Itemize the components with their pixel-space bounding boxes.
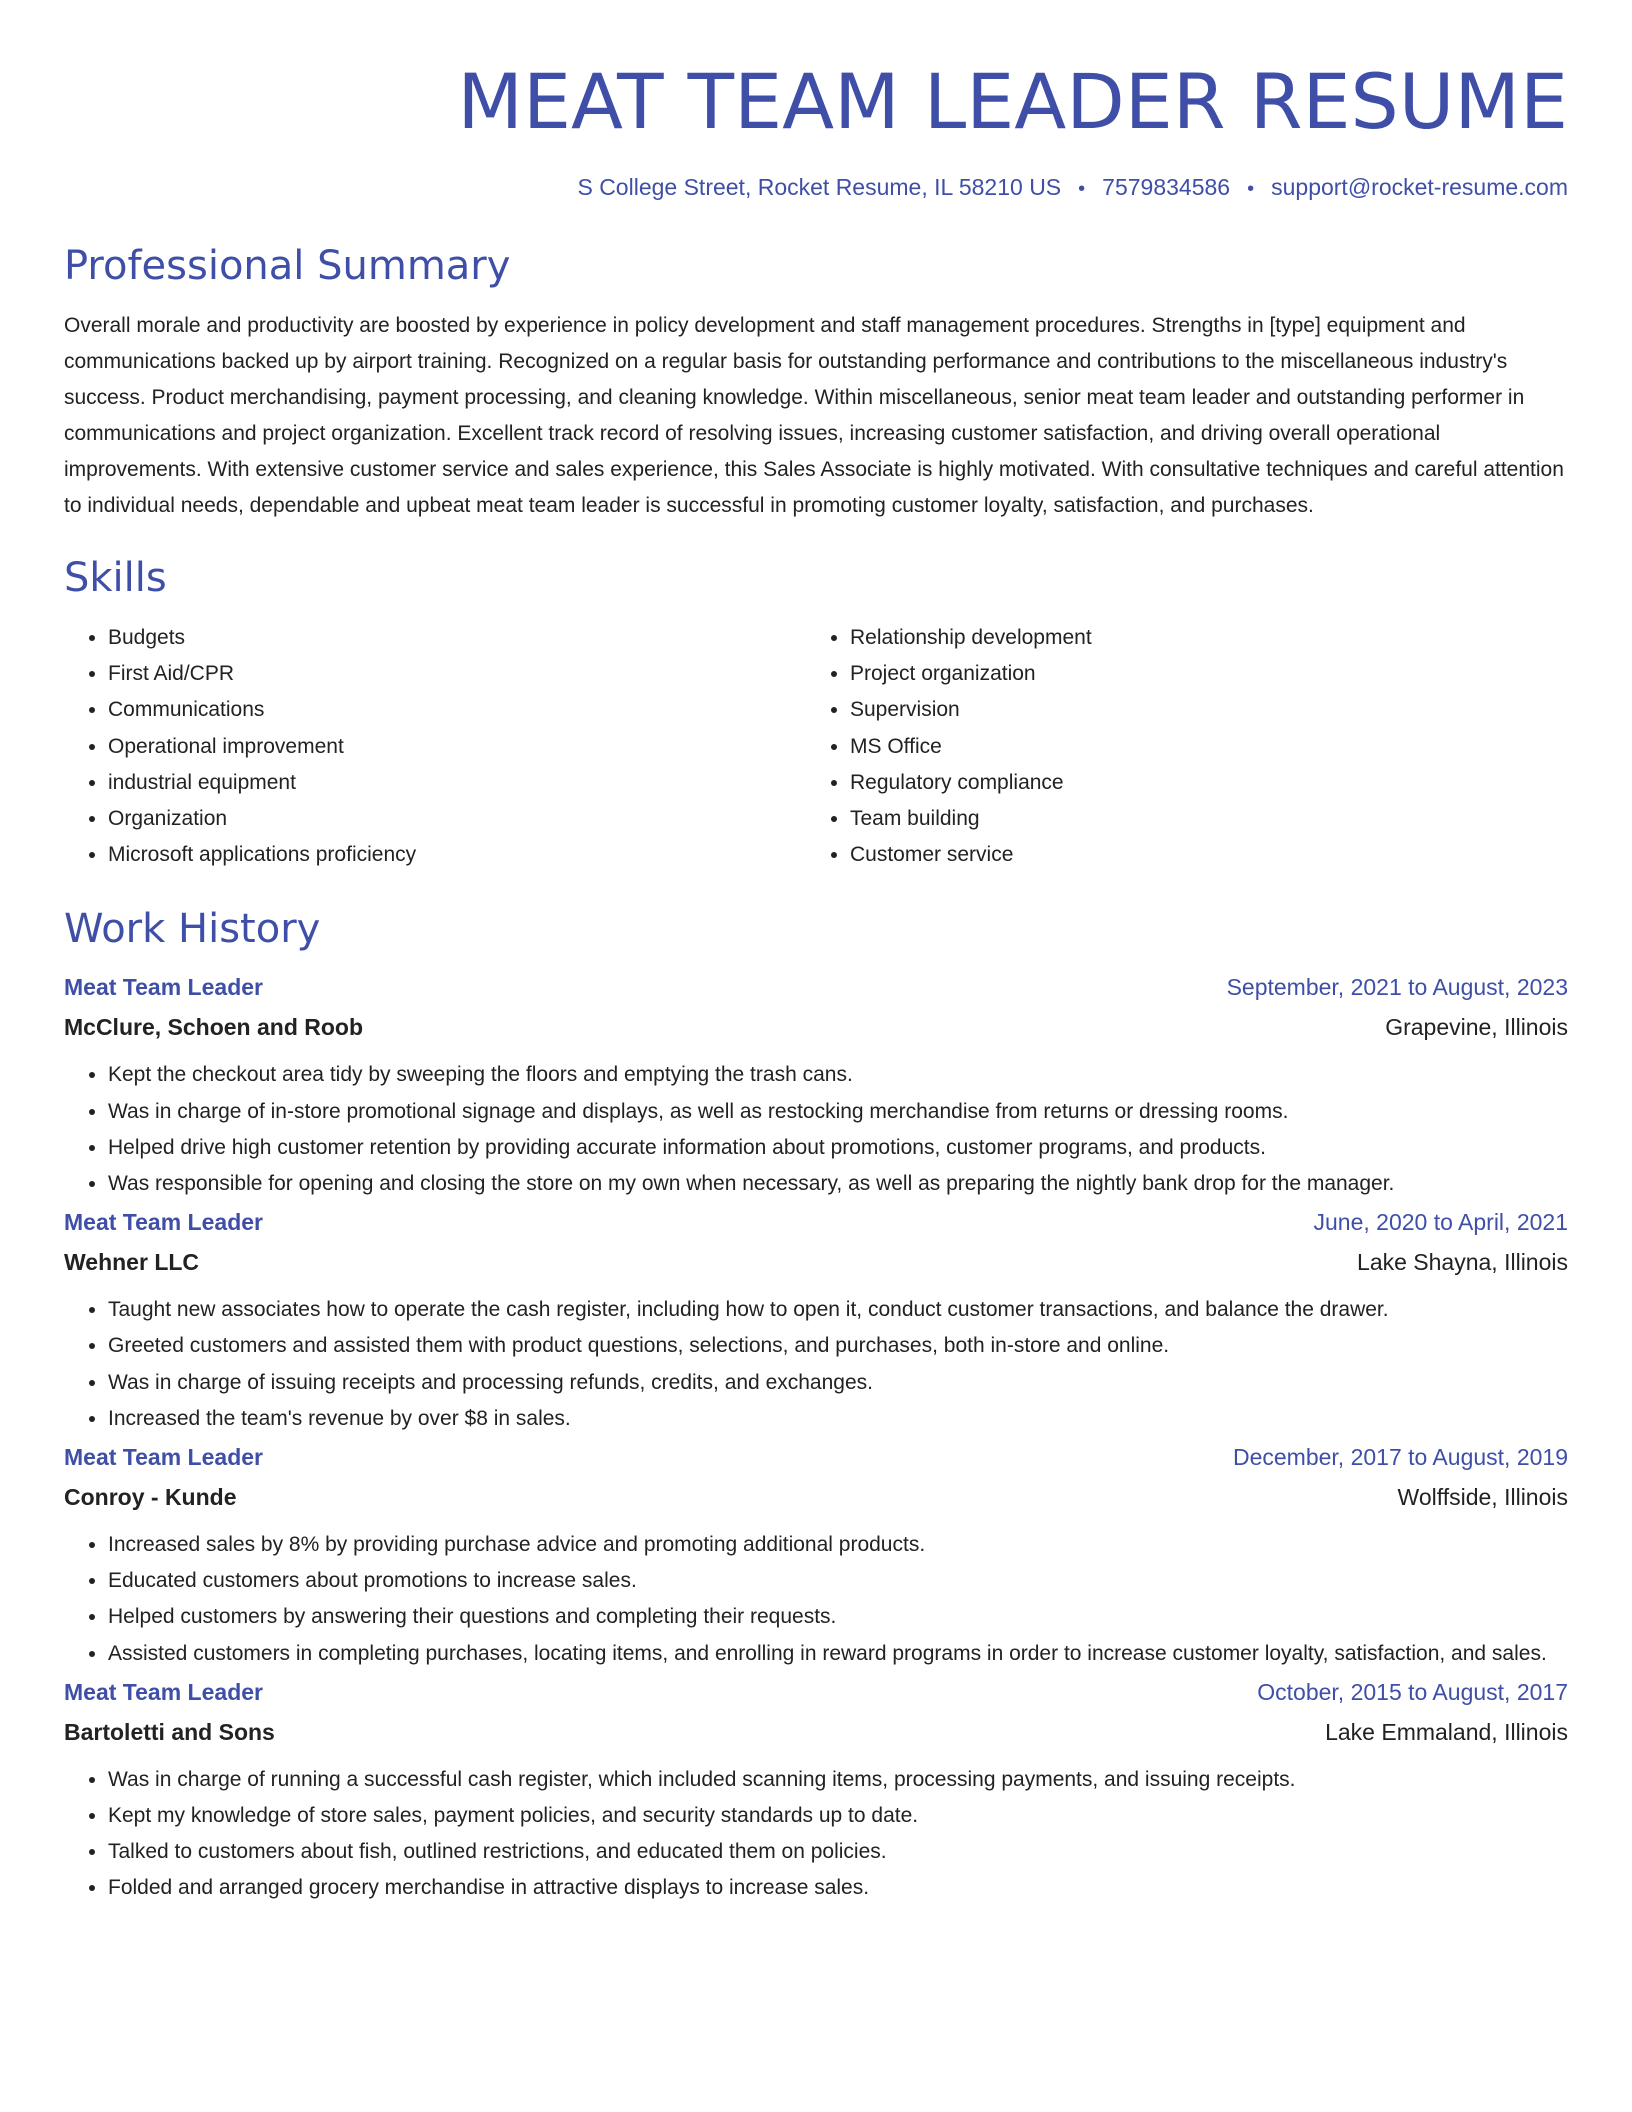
job-header [64, 1202, 1568, 1242]
job-header [64, 967, 1568, 1007]
skill-item: • Supervision [850, 692, 1548, 728]
job-dates: September, 2021 to August, 2023 [1226, 974, 1568, 1001]
job-subheader [64, 1712, 1568, 1752]
skill-item: • Budgets [108, 620, 806, 656]
job-bullet: • Was in charge of in-store promotional signage and displays, as well as restocking merchandise from returns or dressing rooms. [108, 1094, 1568, 1130]
contact-line [64, 172, 1568, 204]
skill-item: • Organization [108, 801, 806, 837]
skill-item: • Customer service [850, 837, 1548, 873]
skill-item: • Team building [850, 801, 1548, 837]
job-company: McClure, Schoen and Roob [64, 1014, 364, 1041]
job-bullet: • Assisted customers in completing purchases, locating items, and enrolling in reward programs in order to increase customer loyalty, satisfaction, and sales. [108, 1636, 1568, 1672]
job-bullet: • Increased the team's revenue by over $8 in sales. [108, 1401, 1568, 1437]
job-bullet: • Kept the checkout area tidy by sweeping the floors and emptying the trash cans. [108, 1057, 1568, 1093]
job-bullet: • Was responsible for opening and closing the store on my own when necessary, as well as preparing the nightly bank drop for the manager. [108, 1166, 1568, 1202]
job-header [64, 1437, 1568, 1477]
skill-item: • MS Office [850, 729, 1548, 765]
job-company: Bartoletti and Sons [64, 1718, 275, 1745]
resume-page [64, 0, 1568, 1907]
email-link[interactable]: support@rocket-resume.com [1271, 174, 1568, 200]
contact-separator: • [1078, 178, 1086, 200]
skill-item: • Operational improvement [108, 729, 806, 765]
job-bullet: • Helped drive high customer retention by providing accurate information about promotions, customer programs, and products. [108, 1130, 1568, 1166]
skill-item: • Project organization [850, 656, 1548, 692]
phone-text: 7579834586 [1102, 174, 1231, 200]
job-entry [64, 1437, 1568, 1672]
job-dates: December, 2017 to August, 2019 [1232, 1444, 1568, 1471]
contact-separator: • [1247, 178, 1255, 200]
job-bullets [64, 1057, 1568, 1202]
work-history-heading: Work History [64, 906, 321, 953]
job-entry [64, 967, 1568, 1202]
job-bullets [64, 1292, 1568, 1437]
skills-list [64, 620, 1568, 873]
summary-text: Overall morale and productivity are boosted by experience in policy development and staff management procedures. Strengths in [type] equipment and communications backed up by airport training. Recognized on a regular basis for outstanding performance and contributions to the miscellaneous industry's success. Product merchandising, payment processing, and cleaning knowledge. Within miscellaneous, senior meat team leader and outstanding performer in communications and project organization. Excellent track record of resolving issues, increasing customer satisfaction, and driving overall operational improvements. With extensive customer service and sales experience, this Sales Associate is highly motivated. With consultative techniques and careful attention to individual needs, dependable and upbeat meat team leader is successful in promoting customer loyalty, satisfaction, and purchases. [64, 314, 1564, 517]
job-dates: October, 2015 to August, 2017 [1257, 1678, 1568, 1705]
skills-heading: Skills [64, 555, 167, 601]
skills-column-left [64, 620, 806, 873]
job-title: Meat Team Leader [64, 974, 263, 1001]
job-location: Lake Shayna, Illinois [1357, 1249, 1568, 1276]
page-title: MEAT TEAM LEADER RESUME [457, 57, 1568, 146]
job-title: Meat Team Leader [64, 1678, 263, 1705]
skill-item: • Relationship development [850, 620, 1548, 656]
job-bullet: • Taught new associates how to operate the cash register, including how to open it, conduct customer transactions, and balance the drawer. [108, 1292, 1568, 1328]
job-subheader [64, 1477, 1568, 1517]
job-location: Lake Emmaland, Illinois [1325, 1718, 1568, 1745]
job-bullets [64, 1762, 1568, 1907]
skill-item: • industrial equipment [108, 765, 806, 801]
job-company: Conroy - Kunde [64, 1484, 237, 1511]
job-bullet: • Educated customers about promotions to increase sales. [108, 1563, 1568, 1599]
job-company: Wehner LLC [64, 1249, 200, 1276]
job-header [64, 1672, 1568, 1712]
job-title: Meat Team Leader [64, 1444, 263, 1471]
skill-item: • First Aid/CPR [108, 656, 806, 692]
job-bullet: • Was in charge of issuing receipts and processing refunds, credits, and exchanges. [108, 1365, 1568, 1401]
job-entry [64, 1672, 1568, 1907]
job-subheader [64, 1007, 1568, 1047]
skill-item: • Microsoft applications proficiency [108, 837, 806, 873]
summary-heading: Professional Summary [64, 243, 511, 289]
job-bullet: • Was in charge of running a successful cash register, which included scanning items, processing payments, and issuing receipts. [108, 1762, 1568, 1798]
job-bullets [64, 1527, 1568, 1672]
job-bullet: • Increased sales by 8% by providing purchase advice and promoting additional products. [108, 1527, 1568, 1563]
job-bullet: • Kept my knowledge of store sales, payment policies, and security standards up to date. [108, 1798, 1568, 1834]
job-bullet: • Folded and arranged grocery merchandise in attractive displays to increase sales. [108, 1870, 1568, 1906]
job-bullet: • Talked to customers about fish, outlined restrictions, and educated them on policies. [108, 1834, 1568, 1870]
job-location: Wolffside, Illinois [1397, 1484, 1568, 1511]
skill-item: • Communications [108, 692, 806, 728]
job-bullet: • Greeted customers and assisted them with product questions, selections, and purchases, both in-store and online. [108, 1328, 1568, 1364]
job-title: Meat Team Leader [64, 1209, 263, 1236]
job-dates: June, 2020 to April, 2021 [1313, 1209, 1568, 1236]
job-location: Grapevine, Illinois [1385, 1014, 1568, 1041]
job-entry [64, 1202, 1568, 1437]
job-bullet: • Helped customers by answering their questions and completing their requests. [108, 1599, 1568, 1635]
address-text: S College Street, Rocket Resume, IL 58210 US [577, 174, 1062, 200]
skills-column-right [806, 620, 1548, 873]
job-subheader [64, 1242, 1568, 1282]
skill-item: • Regulatory compliance [850, 765, 1548, 801]
